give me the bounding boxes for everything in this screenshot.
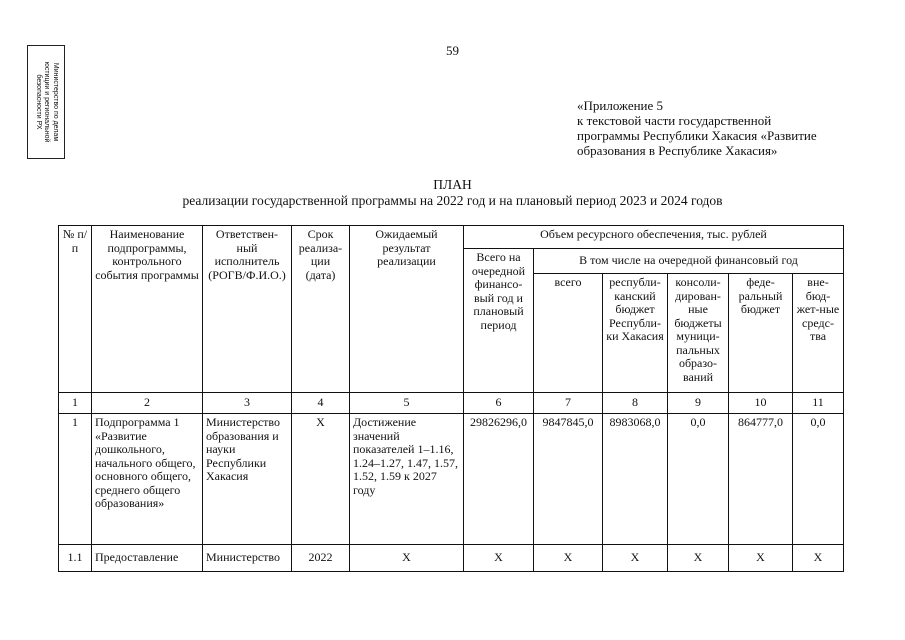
stamp-line: Министерство по делам [51,62,59,142]
column-number: 4 [292,393,350,414]
appendix-line: «Приложение 5 [577,98,664,113]
header-result: Ожидаемый результат реализации [350,226,464,393]
header-total: всего [534,274,603,393]
header-offbudget: вне-бюд-жет-ные средс-тва [793,274,844,393]
row-total-all: Х [464,545,534,572]
table-row [59,545,844,572]
column-number: 10 [729,393,793,414]
registration-stamp [27,45,65,159]
column-number-row [59,393,844,414]
stamp-line: юстиции и региональной [43,61,51,143]
plan-title-line2: реализации государственной программы на 2022 год и на плановый период 2023 и 2024 годов [182,193,723,208]
header-volume: Объем ресурсного обеспечения, тыс. рублей [464,226,844,249]
column-number: 2 [92,393,203,414]
row-executor: Министерство образования и науки Республики Хакасия [203,414,292,545]
row-deadline: 2022 [292,545,350,572]
column-number: 6 [464,393,534,414]
column-number: 1 [59,393,92,414]
header-current-year: В том числе на очередной финансовый год [534,249,844,274]
column-number: 7 [534,393,603,414]
header-row-1 [59,226,844,249]
row-executor: Министерство [203,545,292,572]
row-num: 1.1 [59,545,92,572]
row-total: Х [534,545,603,572]
row-republic: 8983068,0 [603,414,668,545]
row-federal: Х [729,545,793,572]
appendix-header [577,98,857,158]
header-num: № п/п [59,226,92,393]
row-num: 1 [59,414,92,545]
row-offbudget: 0,0 [793,414,844,545]
appendix-line: образования в Республике Хакасия» [577,143,778,158]
row-result: Х [350,545,464,572]
row-federal: 864777,0 [729,414,793,545]
header-executor: Ответствен-ный исполнитель (РОГВ/Ф.И.О.) [203,226,292,393]
header-name: Наименование подпрограммы, контрольного события программы [92,226,203,393]
appendix-line: к текстовой части государственной [577,113,772,128]
column-number: 3 [203,393,292,414]
header-deadline: Срок реализа-ции (дата) [292,226,350,393]
row-total: 9847845,0 [534,414,603,545]
row-result: Достижение значений показателей 1–1.16, 1.24–1.27, 1.47, 1.57, 1.52, 1.59 к 2027 году [350,414,464,545]
column-number: 5 [350,393,464,414]
row-total-all: 29826296,0 [464,414,534,545]
stamp-line: безопасности РХ [34,74,42,130]
column-number: 11 [793,393,844,414]
appendix-line: программы Республики Хакасия «Развитие [577,128,817,143]
stamp-text [33,48,59,156]
column-number: 9 [668,393,729,414]
row-republic: Х [603,545,668,572]
plan-title [0,177,905,209]
row-municipal: 0,0 [668,414,729,545]
header-republic: республи-канский бюджет Республи-ки Хакасия [603,274,668,393]
header-federal: феде-ральный бюджет [729,274,793,393]
row-name: Подпрограмма 1 «Развитие дошкольного, начального общего, основного общего, среднего общего образования» [92,414,203,545]
plan-title-line1: ПЛАН [433,177,472,192]
row-municipal: Х [668,545,729,572]
page-number: 59 [446,43,459,58]
header-municipal: консоли-дирован-ные бюджеты муници-пальных образо-ваний [668,274,729,393]
table-row [59,414,844,545]
row-offbudget: Х [793,545,844,572]
header-total-all: Всего на очередной финансо-вый год и плановый период [464,249,534,393]
row-deadline: Х [292,414,350,545]
row-name: Предоставление [92,545,203,572]
plan-table [58,225,844,572]
column-number: 8 [603,393,668,414]
